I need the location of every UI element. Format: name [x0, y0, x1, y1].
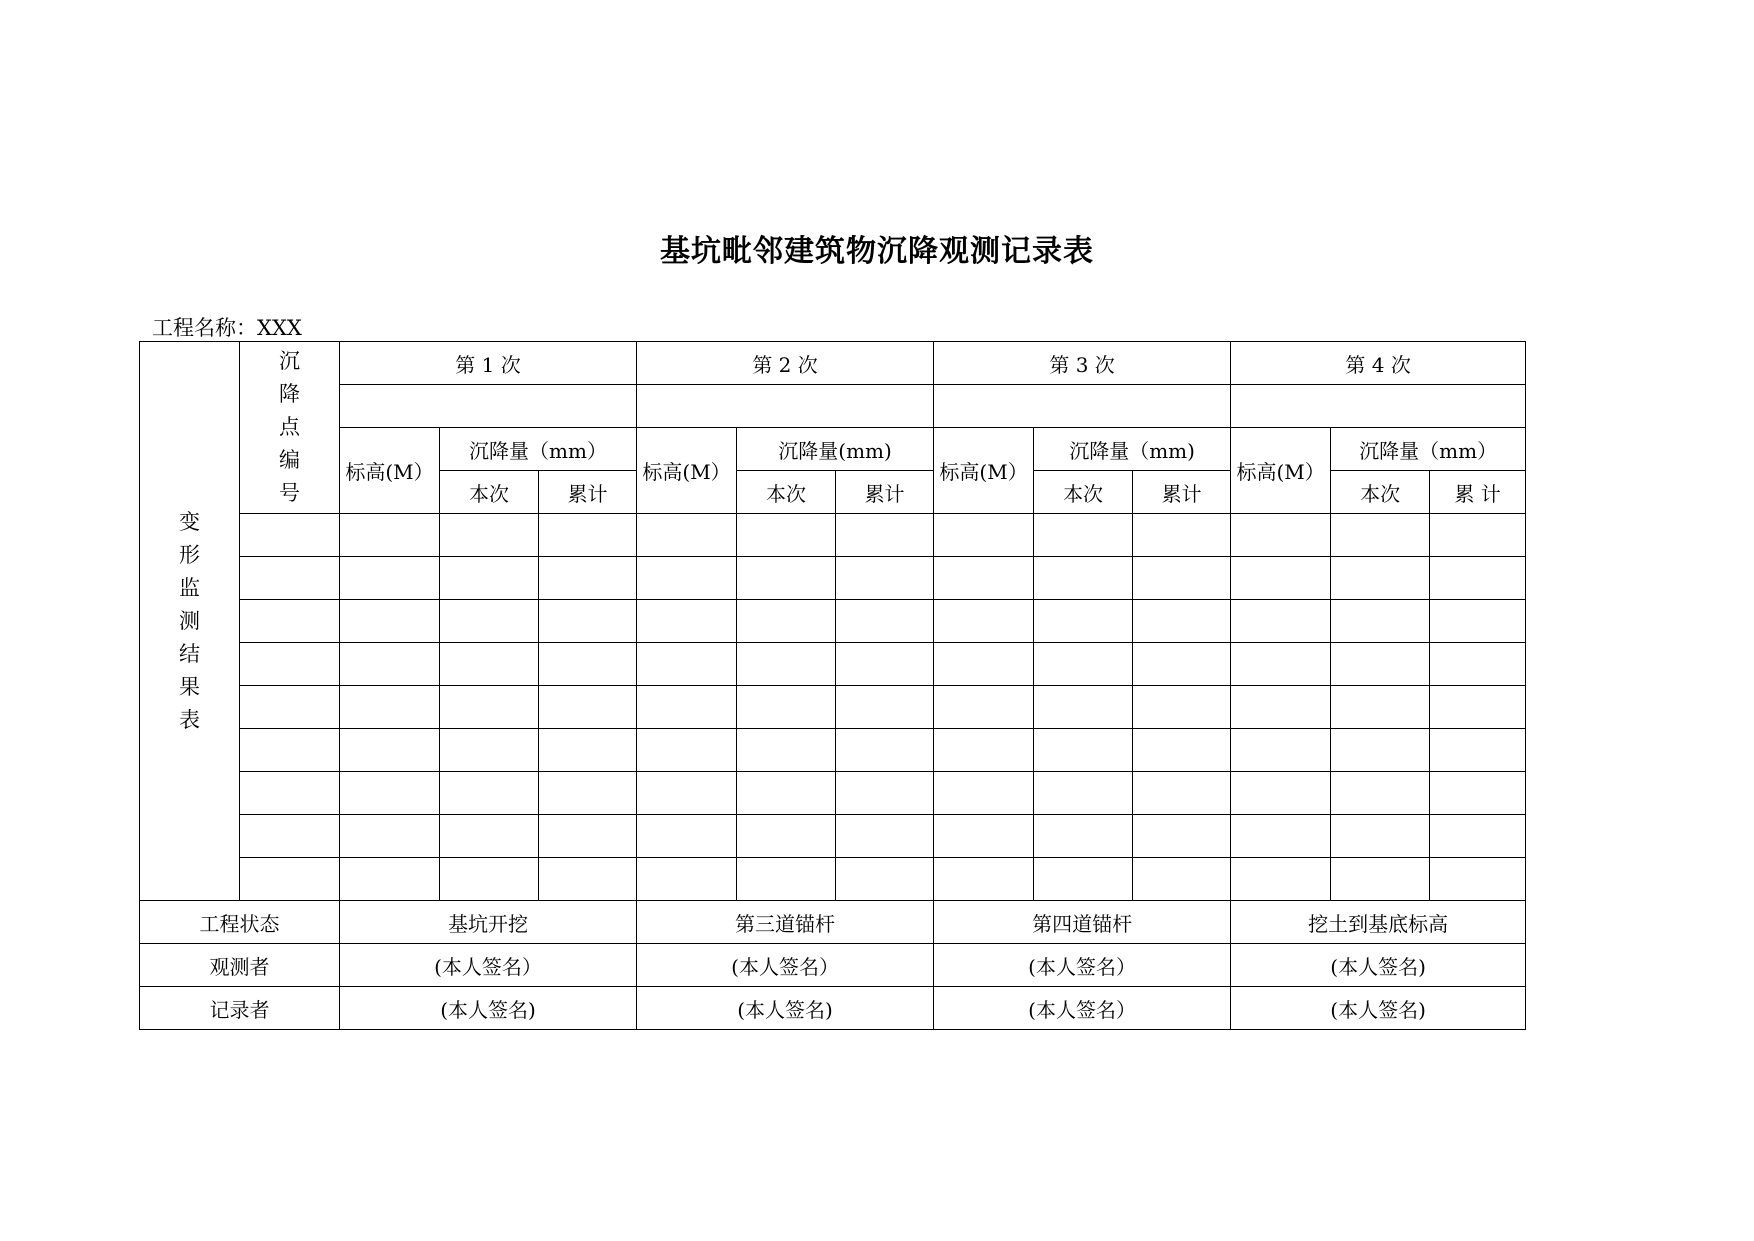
period-4-blank-cell[interactable] — [1231, 385, 1526, 428]
data-row — [140, 643, 1526, 686]
data-cell[interactable] — [1331, 643, 1430, 686]
data-cell[interactable] — [1034, 514, 1133, 557]
data-cell[interactable] — [934, 858, 1034, 901]
data-cell[interactable] — [1034, 729, 1133, 772]
data-cell[interactable] — [737, 772, 836, 815]
data-cell[interactable] — [1034, 858, 1133, 901]
point-label-cell — [240, 342, 340, 514]
data-cell[interactable] — [934, 600, 1034, 643]
data-cell[interactable] — [1231, 600, 1331, 643]
point-id-cell[interactable] — [240, 600, 340, 643]
data-cell[interactable] — [1133, 686, 1231, 729]
data-cell[interactable] — [340, 686, 440, 729]
status-period-1: 基坑开挖 — [340, 901, 637, 944]
data-cell[interactable] — [340, 600, 440, 643]
point-id-cell[interactable] — [240, 557, 340, 600]
recorder-period-2: (本人签名) — [637, 987, 934, 1030]
data-cell[interactable] — [1430, 643, 1526, 686]
period-1-settlement-header: 沉降量（mm） — [440, 428, 637, 471]
recorder-row — [140, 987, 1526, 1030]
data-cell[interactable] — [1331, 600, 1430, 643]
status-label: 工程状态 — [140, 901, 340, 944]
data-cell[interactable] — [836, 858, 934, 901]
data-cell[interactable] — [934, 557, 1034, 600]
recorder-period-1: (本人签名) — [340, 987, 637, 1030]
data-cell[interactable] — [440, 772, 539, 815]
data-cell[interactable] — [1034, 815, 1133, 858]
data-cell[interactable] — [340, 729, 440, 772]
data-cell[interactable] — [1133, 815, 1231, 858]
data-cell[interactable] — [1034, 772, 1133, 815]
status-period-3: 第四道锚杆 — [934, 901, 1231, 944]
data-cell[interactable] — [1231, 729, 1331, 772]
data-cell[interactable] — [340, 557, 440, 600]
data-cell[interactable] — [1430, 815, 1526, 858]
data-row — [140, 729, 1526, 772]
data-cell[interactable] — [340, 772, 440, 815]
data-cell[interactable] — [1430, 772, 1526, 815]
period-1-cumulative-header: 累计 — [539, 471, 637, 514]
data-cell[interactable] — [737, 514, 836, 557]
observer-period-2: (本人签名） — [637, 944, 934, 987]
period-2-current-header: 本次 — [737, 471, 836, 514]
data-cell[interactable] — [737, 815, 836, 858]
period-2-label: 第 2 次 — [637, 342, 934, 385]
data-cell[interactable] — [1034, 686, 1133, 729]
data-cell[interactable] — [934, 514, 1034, 557]
data-cell[interactable] — [637, 686, 737, 729]
period-4-elevation-header: 标高(M） — [1231, 428, 1331, 514]
status-period-2: 第三道锚杆 — [637, 901, 934, 944]
data-cell[interactable] — [440, 729, 539, 772]
data-cell[interactable] — [539, 815, 637, 858]
data-cell[interactable] — [637, 858, 737, 901]
data-cell[interactable] — [539, 514, 637, 557]
data-cell[interactable] — [934, 729, 1034, 772]
data-cell[interactable] — [1430, 514, 1526, 557]
data-row — [140, 600, 1526, 643]
period-2-blank-cell[interactable] — [637, 385, 934, 428]
data-row — [140, 686, 1526, 729]
data-cell[interactable] — [1331, 858, 1430, 901]
data-cell[interactable] — [1331, 557, 1430, 600]
data-cell[interactable] — [737, 600, 836, 643]
data-cell[interactable] — [836, 600, 934, 643]
status-period-4: 挖土到基底标高 — [1231, 901, 1526, 944]
data-row — [140, 514, 1526, 557]
period-3-label: 第 3 次 — [934, 342, 1231, 385]
data-row — [140, 815, 1526, 858]
data-cell[interactable] — [1133, 729, 1231, 772]
data-row — [140, 858, 1526, 901]
data-cell[interactable] — [1231, 557, 1331, 600]
data-cell[interactable] — [737, 557, 836, 600]
data-cell[interactable] — [637, 514, 737, 557]
data-cell[interactable] — [440, 643, 539, 686]
data-cell[interactable] — [1133, 557, 1231, 600]
side-label: 变形监测结果表 — [179, 509, 200, 732]
observer-period-4: (本人签名) — [1231, 944, 1526, 987]
period-1-label: 第 1 次 — [340, 342, 637, 385]
data-cell[interactable] — [836, 514, 934, 557]
period-3-blank-cell[interactable] — [934, 385, 1231, 428]
data-cell[interactable] — [1133, 643, 1231, 686]
data-cell[interactable] — [637, 600, 737, 643]
data-cell[interactable] — [1430, 729, 1526, 772]
data-cell[interactable] — [1133, 514, 1231, 557]
data-cell[interactable] — [440, 686, 539, 729]
data-cell[interactable] — [1331, 729, 1430, 772]
settlement-table — [139, 341, 1526, 1030]
period-2-cumulative-header: 累计 — [836, 471, 934, 514]
period-3-cumulative-header: 累计 — [1133, 471, 1231, 514]
data-cell[interactable] — [1331, 815, 1430, 858]
data-cell[interactable] — [737, 729, 836, 772]
data-cell[interactable] — [340, 815, 440, 858]
period-4-current-header: 本次 — [1331, 471, 1430, 514]
data-cell[interactable] — [934, 686, 1034, 729]
period-1-blank-cell[interactable] — [340, 385, 637, 428]
recorder-period-3: (本人签名） — [934, 987, 1231, 1030]
period-3-current-header: 本次 — [1034, 471, 1133, 514]
point-id-cell[interactable] — [240, 686, 340, 729]
data-cell[interactable] — [1430, 686, 1526, 729]
data-cell[interactable] — [934, 643, 1034, 686]
point-label: 沉降点编号 — [279, 349, 300, 505]
data-cell[interactable] — [340, 514, 440, 557]
header-row-periods — [140, 342, 1526, 385]
period-2-elevation-header: 标高(M） — [637, 428, 737, 514]
observer-period-1: (本人签名） — [340, 944, 637, 987]
data-cell[interactable] — [1231, 686, 1331, 729]
data-cell[interactable] — [737, 858, 836, 901]
data-row — [140, 772, 1526, 815]
data-cell[interactable] — [440, 557, 539, 600]
data-row — [140, 557, 1526, 600]
data-cell[interactable] — [539, 858, 637, 901]
data-cell[interactable] — [1231, 858, 1331, 901]
data-cell[interactable] — [1331, 686, 1430, 729]
data-cell[interactable] — [1331, 772, 1430, 815]
data-cell[interactable] — [1430, 858, 1526, 901]
recorder-period-4: (本人签名) — [1231, 987, 1526, 1030]
observer-label: 观测者 — [140, 944, 340, 987]
period-1-current-header: 本次 — [440, 471, 539, 514]
data-cell[interactable] — [737, 686, 836, 729]
data-cell[interactable] — [637, 772, 737, 815]
document-title: 基坑毗邻建筑物沉降观测记录表 — [660, 234, 1094, 269]
data-cell[interactable] — [1133, 600, 1231, 643]
data-cell[interactable] — [1034, 600, 1133, 643]
data-cell[interactable] — [1430, 557, 1526, 600]
data-cell[interactable] — [440, 815, 539, 858]
data-cell[interactable] — [836, 772, 934, 815]
data-cell[interactable] — [1331, 514, 1430, 557]
period-2-settlement-header: 沉降量(mm) — [737, 428, 934, 471]
data-cell[interactable] — [836, 557, 934, 600]
observer-period-3: (本人签名） — [934, 944, 1231, 987]
point-id-cell[interactable] — [240, 643, 340, 686]
data-cell[interactable] — [1133, 858, 1231, 901]
data-cell[interactable] — [1034, 557, 1133, 600]
period-4-settlement-header: 沉降量（mm） — [1331, 428, 1526, 471]
data-cell[interactable] — [737, 643, 836, 686]
point-id-cell[interactable] — [240, 729, 340, 772]
data-cell[interactable] — [440, 514, 539, 557]
data-cell[interactable] — [1231, 815, 1331, 858]
data-cell[interactable] — [1231, 514, 1331, 557]
project-name: 工程名称：XXX — [152, 316, 302, 340]
data-cell[interactable] — [440, 600, 539, 643]
data-cell[interactable] — [1430, 600, 1526, 643]
data-cell[interactable] — [539, 600, 637, 643]
data-cell[interactable] — [340, 858, 440, 901]
header-row-measures — [140, 428, 1526, 471]
data-cell[interactable] — [340, 643, 440, 686]
period-1-elevation-header: 标高(M） — [340, 428, 440, 514]
header-row-blank — [140, 385, 1526, 428]
period-4-cumulative-header: 累 计 — [1430, 471, 1526, 514]
data-cell[interactable] — [934, 772, 1034, 815]
data-cell[interactable] — [637, 643, 737, 686]
period-3-settlement-header: 沉降量（mm) — [1034, 428, 1231, 471]
data-cell[interactable] — [1133, 772, 1231, 815]
data-cell[interactable] — [539, 686, 637, 729]
data-cell[interactable] — [1034, 643, 1133, 686]
point-id-cell[interactable] — [240, 815, 340, 858]
data-cell[interactable] — [637, 557, 737, 600]
side-label-cell — [140, 342, 240, 901]
data-cell[interactable] — [440, 858, 539, 901]
data-cell[interactable] — [836, 686, 934, 729]
data-cell[interactable] — [836, 815, 934, 858]
data-cell[interactable] — [539, 729, 637, 772]
period-4-label: 第 4 次 — [1231, 342, 1526, 385]
point-id-cell[interactable] — [240, 514, 340, 557]
data-cell[interactable] — [539, 772, 637, 815]
data-cell[interactable] — [1231, 643, 1331, 686]
point-id-cell[interactable] — [240, 772, 340, 815]
data-cell[interactable] — [539, 643, 637, 686]
observer-row — [140, 944, 1526, 987]
data-cell[interactable] — [934, 815, 1034, 858]
period-3-elevation-header: 标高(M） — [934, 428, 1034, 514]
point-id-cell[interactable] — [240, 858, 340, 901]
status-row — [140, 901, 1526, 944]
data-cell[interactable] — [836, 729, 934, 772]
recorder-label: 记录者 — [140, 987, 340, 1030]
data-cell[interactable] — [1231, 772, 1331, 815]
data-cell[interactable] — [539, 557, 637, 600]
data-cell[interactable] — [836, 643, 934, 686]
data-cell[interactable] — [637, 815, 737, 858]
data-cell[interactable] — [637, 729, 737, 772]
